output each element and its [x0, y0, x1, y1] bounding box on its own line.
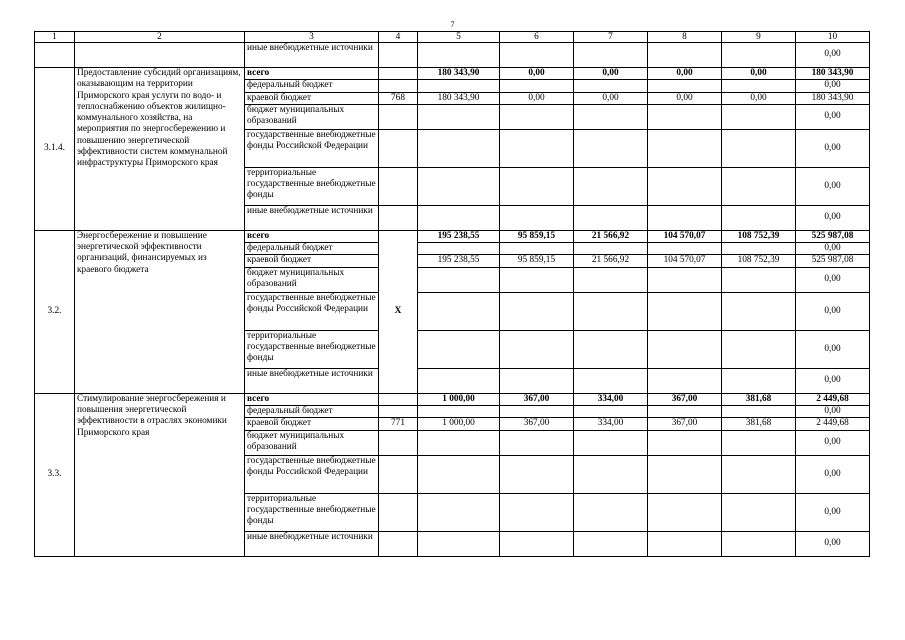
source-label: бюджет муниципальных образований	[245, 430, 379, 455]
source-label: иные внебюджетные источники	[245, 43, 379, 68]
source-label: территориальные государственные внебюджетные фонды	[245, 167, 379, 205]
table-row	[35, 68, 870, 80]
year-value: 334,00	[574, 393, 648, 405]
item-number: 3.2.	[35, 230, 75, 393]
year-value: 195 238,55	[418, 255, 500, 267]
budget-table	[34, 31, 870, 557]
total-value: 0,00	[796, 330, 870, 368]
source-label: иные внебюджетные источники	[245, 531, 379, 556]
header-cell: 1	[35, 32, 75, 43]
year-value: 334,00	[574, 418, 648, 430]
source-label: краевой бюджет	[245, 255, 379, 267]
year-value: 104 570,07	[648, 230, 722, 242]
code-mark: Х	[379, 230, 418, 393]
table-row	[35, 230, 870, 242]
source-label: всего	[245, 230, 379, 242]
header-cell: 10	[796, 32, 870, 43]
source-label: государственные внебюджетные фонды Российской Федерации	[245, 455, 379, 493]
source-label: бюджет муниципальных образований	[245, 104, 379, 129]
source-label: территориальные государственные внебюджетные фонды	[245, 493, 379, 531]
source-label: государственные внебюджетные фонды Российской Федерации	[245, 292, 379, 330]
total-value: 180 343,90	[796, 68, 870, 80]
year-value: 367,00	[500, 393, 574, 405]
year-value: 1 000,00	[418, 393, 500, 405]
table-row	[35, 393, 870, 405]
source-label: краевой бюджет	[245, 92, 379, 104]
year-value: 0,00	[648, 92, 722, 104]
budget-code: 768	[379, 92, 418, 104]
year-value: 0,00	[722, 92, 796, 104]
source-label: территориальные государственные внебюджетные фонды	[245, 330, 379, 368]
item-name: Предоставление субсидий организациям, оказывающим на территории Приморского края услуги по водо- и теплоснабжению объектов жилищно-коммунального хозяйства, на мероприятия по энергосбережению и повышению энергетической эффективности систем коммунальной инфраструктуры Приморского края	[75, 68, 245, 231]
year-value: 381,68	[722, 418, 796, 430]
total-value: 0,00	[796, 531, 870, 556]
year-value: 367,00	[648, 418, 722, 430]
total-value: 0,00	[796, 368, 870, 393]
total-value: 0,00	[796, 43, 870, 68]
total-value: 525 987,08	[796, 255, 870, 267]
year-value: 367,00	[648, 393, 722, 405]
total-value: 2 449,68	[796, 393, 870, 405]
year-value: 180 343,90	[418, 92, 500, 104]
budget-code: 771	[379, 418, 418, 430]
year-value: 0,00	[500, 68, 574, 80]
code-cell	[379, 393, 418, 405]
header-cell: 6	[500, 32, 574, 43]
total-value: 0,00	[796, 292, 870, 330]
total-value: 0,00	[796, 167, 870, 205]
total-value: 0,00	[796, 455, 870, 493]
header-row	[35, 32, 870, 43]
year-value: 0,00	[648, 68, 722, 80]
year-value: 95 859,15	[500, 255, 574, 267]
year-value: 95 859,15	[500, 230, 574, 242]
header-cell: 9	[722, 32, 796, 43]
total-value: 0,00	[796, 493, 870, 531]
total-value: 525 987,08	[796, 230, 870, 242]
year-value: 21 566,92	[574, 230, 648, 242]
header-cell: 7	[574, 32, 648, 43]
year-value: 195 238,55	[418, 230, 500, 242]
source-label: всего	[245, 393, 379, 405]
header-cell: 8	[648, 32, 722, 43]
year-value: 0,00	[574, 68, 648, 80]
source-label: федеральный бюджет	[245, 406, 379, 418]
year-value: 0,00	[574, 92, 648, 104]
total-value: 0,00	[796, 80, 870, 92]
total-value: 0,00	[796, 243, 870, 255]
year-value: 108 752,39	[722, 230, 796, 242]
source-label: государственные внебюджетные фонды Российской Федерации	[245, 129, 379, 167]
year-value: 0,00	[722, 68, 796, 80]
total-value: 0,00	[796, 205, 870, 230]
item-number: 3.3.	[35, 393, 75, 556]
header-cell: 2	[75, 32, 245, 43]
year-value: 104 570,07	[648, 255, 722, 267]
table-row	[35, 43, 870, 68]
total-value: 0,00	[796, 104, 870, 129]
page-number: 7	[450, 20, 455, 29]
total-value: 2 449,68	[796, 418, 870, 430]
header-cell: 4	[379, 32, 418, 43]
source-label: бюджет муниципальных образований	[245, 267, 379, 292]
total-value: 0,00	[796, 430, 870, 455]
year-value: 1 000,00	[418, 418, 500, 430]
code-cell	[379, 68, 418, 80]
header-cell: 3	[245, 32, 379, 43]
source-label: иные внебюджетные источники	[245, 368, 379, 393]
source-label: всего	[245, 68, 379, 80]
item-number: 3.1.4.	[35, 68, 75, 231]
year-value: 108 752,39	[722, 255, 796, 267]
year-value: 381,68	[722, 393, 796, 405]
year-value: 180 343,90	[418, 68, 500, 80]
total-value: 180 343,90	[796, 92, 870, 104]
item-name: Энергосбережение и повышение энергетической эффективности организаций, финансируемых из краевого бюджета	[75, 230, 245, 393]
total-value: 0,00	[796, 406, 870, 418]
source-label: федеральный бюджет	[245, 80, 379, 92]
source-label: иные внебюджетные источники	[245, 205, 379, 230]
item-name: Стимулирование энергосбережения и повышения энергетической эффективности в отраслях экономики Приморского края	[75, 393, 245, 556]
year-value: 21 566,92	[574, 255, 648, 267]
header-cell: 5	[418, 32, 500, 43]
year-value: 367,00	[500, 418, 574, 430]
total-value: 0,00	[796, 267, 870, 292]
source-label: федеральный бюджет	[245, 243, 379, 255]
year-value: 0,00	[500, 92, 574, 104]
total-value: 0,00	[796, 129, 870, 167]
source-label: краевой бюджет	[245, 418, 379, 430]
